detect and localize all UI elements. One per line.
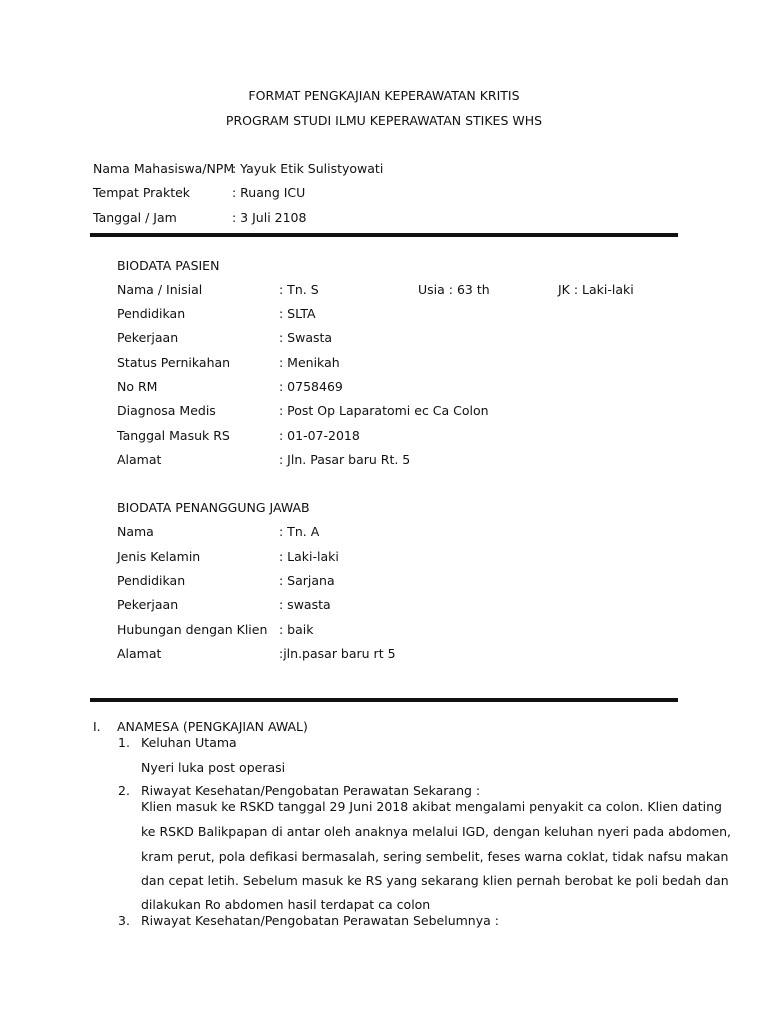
patient-marital-value: : Menikah (279, 355, 340, 370)
item-text-line: dilakukan Ro abdomen hasil terdapat ca colon (141, 897, 431, 912)
document-subtitle: PROGRAM STUDI ILMU KEPERAWATAN STIKES WHS (225, 113, 543, 128)
guardian-heading: BIODATA PENANGGUNG JAWAB (117, 500, 310, 515)
guardian-name-value: : Tn. A (279, 524, 320, 539)
patient-diagnosis-value: : Post Op Laparatomi ec Ca Colon (279, 403, 489, 418)
guardian-gender-label: Jenis Kelamin (117, 549, 201, 564)
patient-diagnosis-label: Diagnosa Medis (117, 403, 216, 418)
student-name-label: Nama Mahasiswa/NPM (93, 161, 235, 176)
patient-rm-value: : 0758469 (279, 379, 343, 394)
patient-rm-label: No RM (117, 379, 158, 394)
patient-age: Usia : 63 th (418, 282, 490, 297)
divider-bottom (90, 698, 678, 702)
document-title: FORMAT PENGKAJIAN KEPERAWATAN KRITIS (248, 88, 520, 103)
patient-address-value: : Jln. Pasar baru Rt. 5 (279, 452, 411, 467)
patient-gender: JK : Laki-laki (558, 282, 634, 297)
guardian-address-value: :jln.pasar baru rt 5 (279, 646, 396, 661)
item-title: Riwayat Kesehatan/Pengobatan Perawatan Sebelumnya : (141, 913, 499, 928)
guardian-education-value: : Sarjana (279, 573, 335, 588)
item-text-line: dan cepat letih. Sebelum masuk ke RS yang sekarang klien pernah berobat ke poli bedah dan (141, 873, 729, 888)
student-name-value: : Yayuk Etik Sulistyowati (232, 161, 384, 176)
patient-education-label: Pendidikan (117, 306, 186, 321)
section-numeral: I. (93, 719, 101, 734)
patient-address-label: Alamat (117, 452, 162, 467)
patient-occupation-value: : Swasta (279, 330, 333, 345)
practice-place-label: Tempat Praktek (93, 185, 191, 200)
patient-admission-label: Tanggal Masuk RS (117, 428, 230, 443)
guardian-occupation-value: : swasta (279, 597, 331, 612)
item-text-line: ke RSKD Balikpapan di antar oleh anaknya melalui IGD, dengan keluhan nyeri pada abdomen, (141, 824, 732, 839)
date-time-label: Tanggal / Jam (93, 210, 177, 225)
guardian-gender-value: : Laki-laki (279, 549, 339, 564)
guardian-address-label: Alamat (117, 646, 162, 661)
divider-top (90, 233, 678, 237)
guardian-education-label: Pendidikan (117, 573, 186, 588)
patient-education-value: : SLTA (279, 306, 316, 321)
guardian-relation-value: : baik (279, 622, 314, 637)
guardian-occupation-label: Pekerjaan (117, 597, 179, 612)
date-time-value: : 3 Juli 2108 (232, 210, 307, 225)
item-text-line: Nyeri luka post operasi (141, 760, 286, 775)
patient-name-value: : Tn. S (279, 282, 319, 297)
item-text-line: Klien masuk ke RSKD tanggal 29 Juni 2018 akibat mengalami penyakit ca colon. Klien dating (141, 799, 722, 814)
guardian-relation-label: Hubungan dengan Klien (117, 622, 268, 637)
patient-admission-value: : 01-07-2018 (279, 428, 360, 443)
patient-name-label: Nama / Inisial (117, 282, 203, 297)
practice-place-value: : Ruang ICU (232, 185, 306, 200)
item-number: 3. (118, 913, 130, 928)
item-title: Keluhan Utama (141, 735, 237, 750)
section-heading: ANAMESA (PENGKAJIAN AWAL) (117, 719, 308, 734)
guardian-name-label: Nama (117, 524, 154, 539)
patient-marital-label: Status Pernikahan (117, 355, 231, 370)
item-title: Riwayat Kesehatan/Pengobatan Perawatan Sekarang : (141, 783, 481, 798)
item-number: 2. (118, 783, 130, 798)
patient-occupation-label: Pekerjaan (117, 330, 179, 345)
item-text-line: kram perut, pola defikasi bermasalah, sering sembelit, feses warna coklat, tidak nafsu makan (141, 849, 729, 864)
patient-heading: BIODATA PASIEN (117, 258, 220, 273)
item-number: 1. (118, 735, 130, 750)
